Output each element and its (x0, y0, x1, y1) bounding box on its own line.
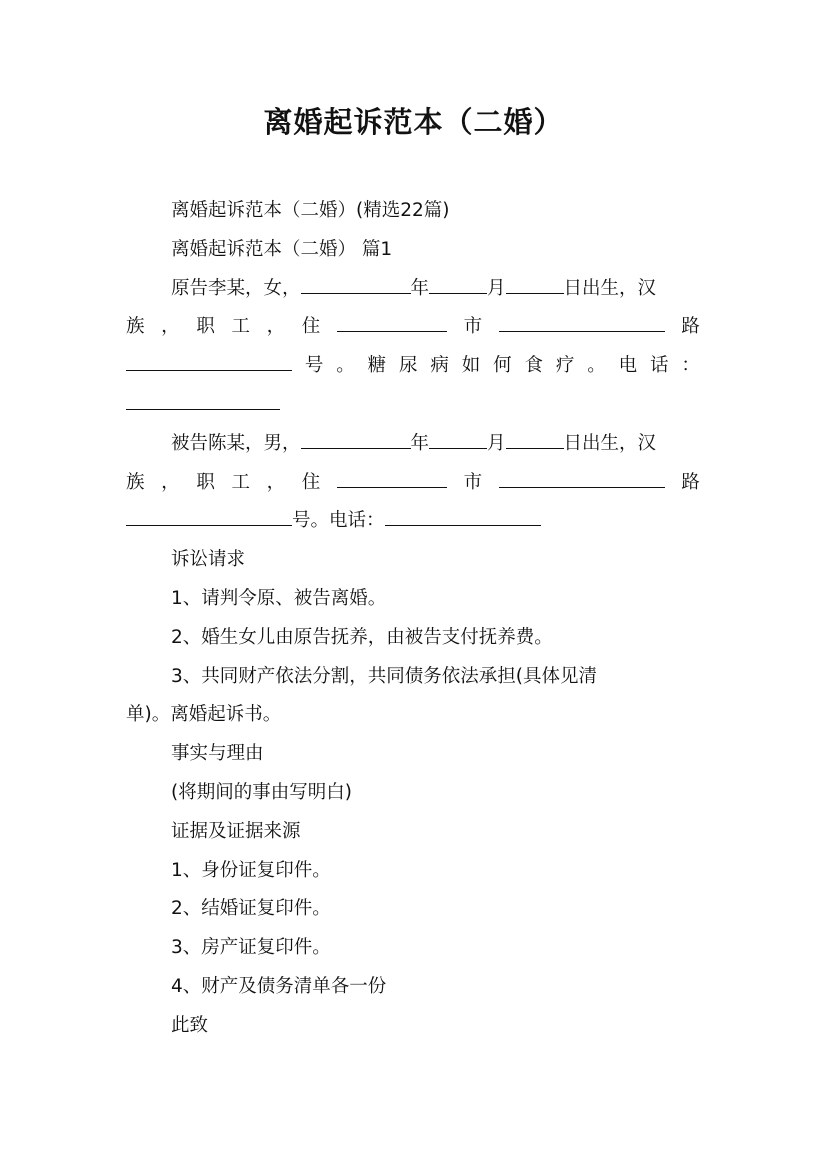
claim-item-continuation: 单)。离婚起诉书。 (126, 704, 282, 726)
month-label: 月 (487, 277, 506, 299)
comma: ， (161, 316, 180, 338)
blank-month (429, 430, 487, 449)
ad-char-1: 糖 (367, 355, 387, 377)
comma: ， (161, 471, 180, 493)
plaintiff-intro: 原告李某，女， (171, 277, 301, 299)
colon: ： (681, 355, 700, 377)
number-label: 号 (304, 355, 324, 377)
blank-road (126, 508, 292, 527)
ad-char-3: 病 (430, 355, 449, 377)
subtitle: 离婚起诉范本（二婚）(精选22篇) (171, 200, 450, 221)
claim-item: 3、共同财产依法分割，共同债务依法承担(具体见清 (171, 665, 597, 687)
facts-note: (将期间的事由写明白) (171, 781, 352, 803)
blank-address (337, 469, 447, 488)
road-label: 路 (681, 471, 700, 493)
ad-char-4: 如 (461, 355, 481, 377)
blank-phone (126, 391, 280, 410)
claim-item: 1、请判令原、被告离婚。 (171, 587, 387, 609)
document-body (126, 192, 700, 1046)
day-birth-label: 日出生，汉 (563, 277, 657, 299)
job-label: 职 (196, 316, 215, 338)
job-label-2: 工 (231, 471, 250, 493)
period: 。 (587, 355, 606, 377)
blank-month (429, 275, 487, 294)
blank-road (126, 353, 292, 372)
blank-phone (385, 508, 541, 527)
tel-char-2: 话 (649, 355, 669, 377)
blank-day (506, 275, 564, 294)
blank-address (337, 314, 447, 333)
blank-city (499, 314, 665, 333)
defendant-line-3 (126, 502, 700, 541)
plaintiff-line-2 (126, 308, 700, 347)
ad-char-6: 食 (524, 355, 543, 377)
job-label-2: 工 (231, 316, 250, 338)
plaintiff-line-3 (126, 347, 700, 386)
job-label: 职 (196, 471, 215, 493)
claims-heading: 诉讼请求 (171, 549, 246, 571)
ad-char-2: 尿 (398, 355, 418, 377)
live-label: 住 (301, 471, 321, 493)
road-label: 路 (681, 316, 700, 338)
ad-char-7: 疗 (555, 355, 575, 377)
defendant-line-1 (126, 425, 700, 464)
evidence-item: 2、结婚证复印件。 (171, 898, 331, 920)
plaintiff-line-1 (126, 270, 700, 309)
number-tel-label: 号。电话： (292, 510, 385, 532)
year-label: 年 (410, 277, 430, 299)
evidence-item: 4、财产及债务清单各一份 (171, 975, 387, 997)
city-label: 市 (463, 471, 483, 493)
defendant-intro: 被告陈某，男， (171, 432, 301, 454)
ad-char-5: 何 (493, 355, 512, 377)
evidence-item: 1、身份证复印件。 (171, 859, 331, 881)
claim-item: 2、婚生女儿由原告抚养，由被告支付抚养费。 (171, 626, 553, 648)
year-label: 年 (410, 432, 430, 454)
blank-city (499, 469, 665, 488)
comma: ， (266, 316, 286, 338)
day-birth-label: 日出生，汉 (563, 432, 657, 454)
section-heading: 离婚起诉范本（二婚） 篇1 (171, 238, 393, 260)
closing: 此致 (171, 1014, 209, 1036)
evidence-item: 3、房产证复印件。 (171, 937, 331, 959)
period: 。 (336, 355, 355, 377)
month-label: 月 (487, 432, 506, 454)
blank-year (301, 430, 411, 449)
city-label: 市 (463, 316, 483, 338)
blank-day (506, 430, 564, 449)
facts-heading: 事实与理由 (171, 743, 264, 765)
evidence-heading: 证据及证据来源 (171, 820, 301, 842)
ethnic-label: 族 (126, 471, 145, 493)
ethnic-label: 族 (126, 316, 145, 338)
document-title: 离婚起诉范本（二婚） (263, 105, 564, 139)
live-label: 住 (301, 316, 321, 338)
defendant-line-2 (126, 464, 700, 503)
comma: ， (266, 471, 286, 493)
tel-char-1: 电 (618, 355, 638, 377)
blank-year (301, 275, 411, 294)
plaintiff-line-4 (126, 386, 700, 425)
